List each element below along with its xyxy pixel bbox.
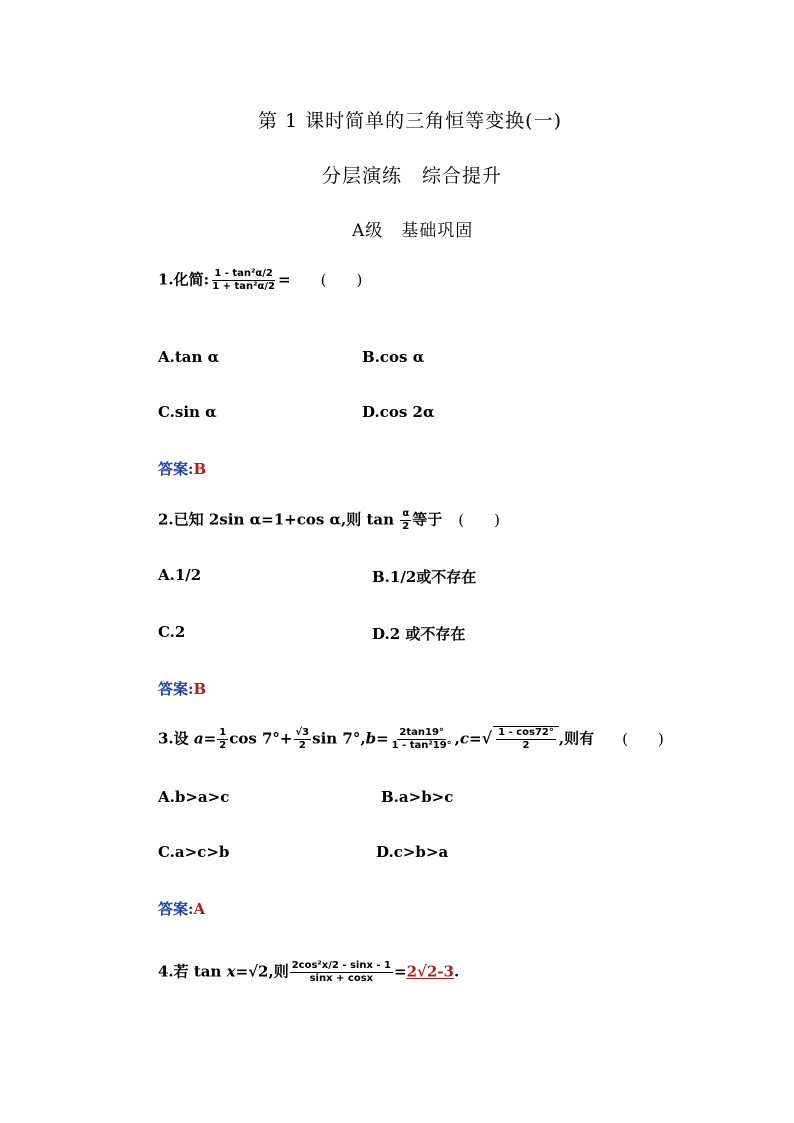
question-1-fraction [210, 268, 277, 293]
question-4-fraction [290, 960, 393, 985]
question-2-numerator: α [402, 508, 410, 519]
question-3-a-frac1-num: 1 [219, 727, 227, 738]
sqrt-icon: √ [481, 728, 493, 748]
question-3-b-var: b [365, 729, 377, 748]
question-3-c-den: 2 [522, 740, 530, 751]
question-3-a-frac2-den: 2 [298, 740, 306, 751]
question-3-a-eq: = [203, 729, 217, 748]
question-1-prefix: 1.化简: [158, 270, 210, 289]
question-2-option-c: C.2 [158, 623, 186, 641]
question-3-a-end: sin 7°, [312, 729, 366, 748]
question-3-option-c: C.a>c>b [158, 843, 230, 861]
question-4: 4.若 tan x=√2,则 $\frac{\text{2cos²x/2 - sinx - 1}}{\sin x + \cos x}$ =2√2-3. [158, 960, 460, 984]
question-3-option-b: B.a>b>c [381, 788, 454, 806]
answer-label: 答案: [158, 460, 194, 478]
question-4-end: . [454, 962, 460, 981]
question-3-a-var: a [193, 729, 204, 748]
question-1-answer [158, 458, 206, 479]
question-2-prefix: 2.已知 2sin α=1+cos α,则 tan [158, 510, 395, 529]
question-3-c-frac [496, 727, 556, 752]
question-3-b-den: 1 - tan²19° [391, 740, 452, 751]
question-3-c-sqrt [493, 726, 559, 752]
question-3-a-frac1 [217, 727, 228, 752]
question-2-answer [158, 678, 206, 699]
question-1-tail: = [278, 270, 291, 289]
question-3-a-frac2-num: √3 [295, 727, 310, 738]
page-subtitle: 分层演练 综合提升 [322, 165, 503, 187]
question-4-prefix: 4.若 tan [158, 962, 222, 981]
question-2-paren: ( ) [458, 510, 500, 529]
question-1-denominator: 1 + tan²α/2 [212, 281, 276, 292]
question-3-answer [158, 898, 205, 919]
question-2-answer-value: B [193, 680, 207, 698]
question-1-numerator: 1 - tan²α/2 [214, 268, 273, 279]
level-heading: A级 基础巩固 [352, 221, 474, 241]
question-3-c-var: c [459, 729, 470, 748]
question-1-answer-value: B [193, 460, 207, 478]
question-2-option-d: D.2 或不存在 [372, 625, 466, 643]
question-3-paren: ( ) [622, 729, 664, 748]
question-3-tail: ,则有 [558, 729, 595, 748]
question-3-c-num: 1 - cos72° [498, 727, 554, 738]
question-1-option-a: A.tan α [158, 348, 220, 366]
answer-label: 答案: [158, 680, 194, 698]
question-3-a-mid: cos 7°+ [229, 729, 293, 748]
question-3-b-num: 2tan19° [399, 727, 444, 738]
question-3-option-a: A.b>a>c [158, 788, 230, 806]
question-3: 3.设 a= $\frac{1}{2}$ cos 7°+ $\frac{√3}{2}$ sin 7°,b= $\frac{2\tan 19^\circ}{\text{1 - tan²19°}}$ ,c=√ $\frac{1 - \cos 72^\circ}{2}$ ,则有 ( ) [158, 727, 664, 751]
question-1 [158, 268, 362, 293]
question-4-numerator: 2cos²x/2 - sinx - 1 [291, 960, 392, 971]
question-4-x-var: x [226, 962, 236, 981]
answer-label: 答案: [158, 900, 194, 918]
question-1-paren: ( ) [320, 270, 363, 289]
question-2-denominator: 2 [402, 521, 410, 532]
question-4-eq: =√2,则 [235, 962, 289, 981]
page-title: 第 1 课时简单的三角恒等变换(一) [258, 110, 562, 132]
question-1-option-c: C.sin α [158, 403, 217, 421]
question-4-denominator: sinx + cosx [309, 973, 374, 984]
question-2-fraction [400, 508, 411, 533]
question-1-option-b: B.cos α [362, 348, 425, 366]
question-4-answer-fill: 2√2-3 [406, 962, 454, 981]
question-1-option-d: D.cos 2α [362, 403, 435, 421]
question-3-option-d: D.c>b>a [376, 843, 449, 861]
question-3-a-frac2 [294, 727, 312, 752]
question-2-option-b: B.1/2或不存在 [372, 568, 477, 586]
question-3-b-frac [390, 727, 454, 752]
question-2 [158, 508, 500, 533]
question-3-prefix: 3.设 [158, 729, 189, 748]
question-3-a-frac1-den: 2 [219, 740, 227, 751]
question-2-tail: 等于 [412, 510, 443, 529]
question-3-answer-value: A [193, 900, 206, 918]
question-2-option-a: A.1/2 [158, 566, 202, 584]
